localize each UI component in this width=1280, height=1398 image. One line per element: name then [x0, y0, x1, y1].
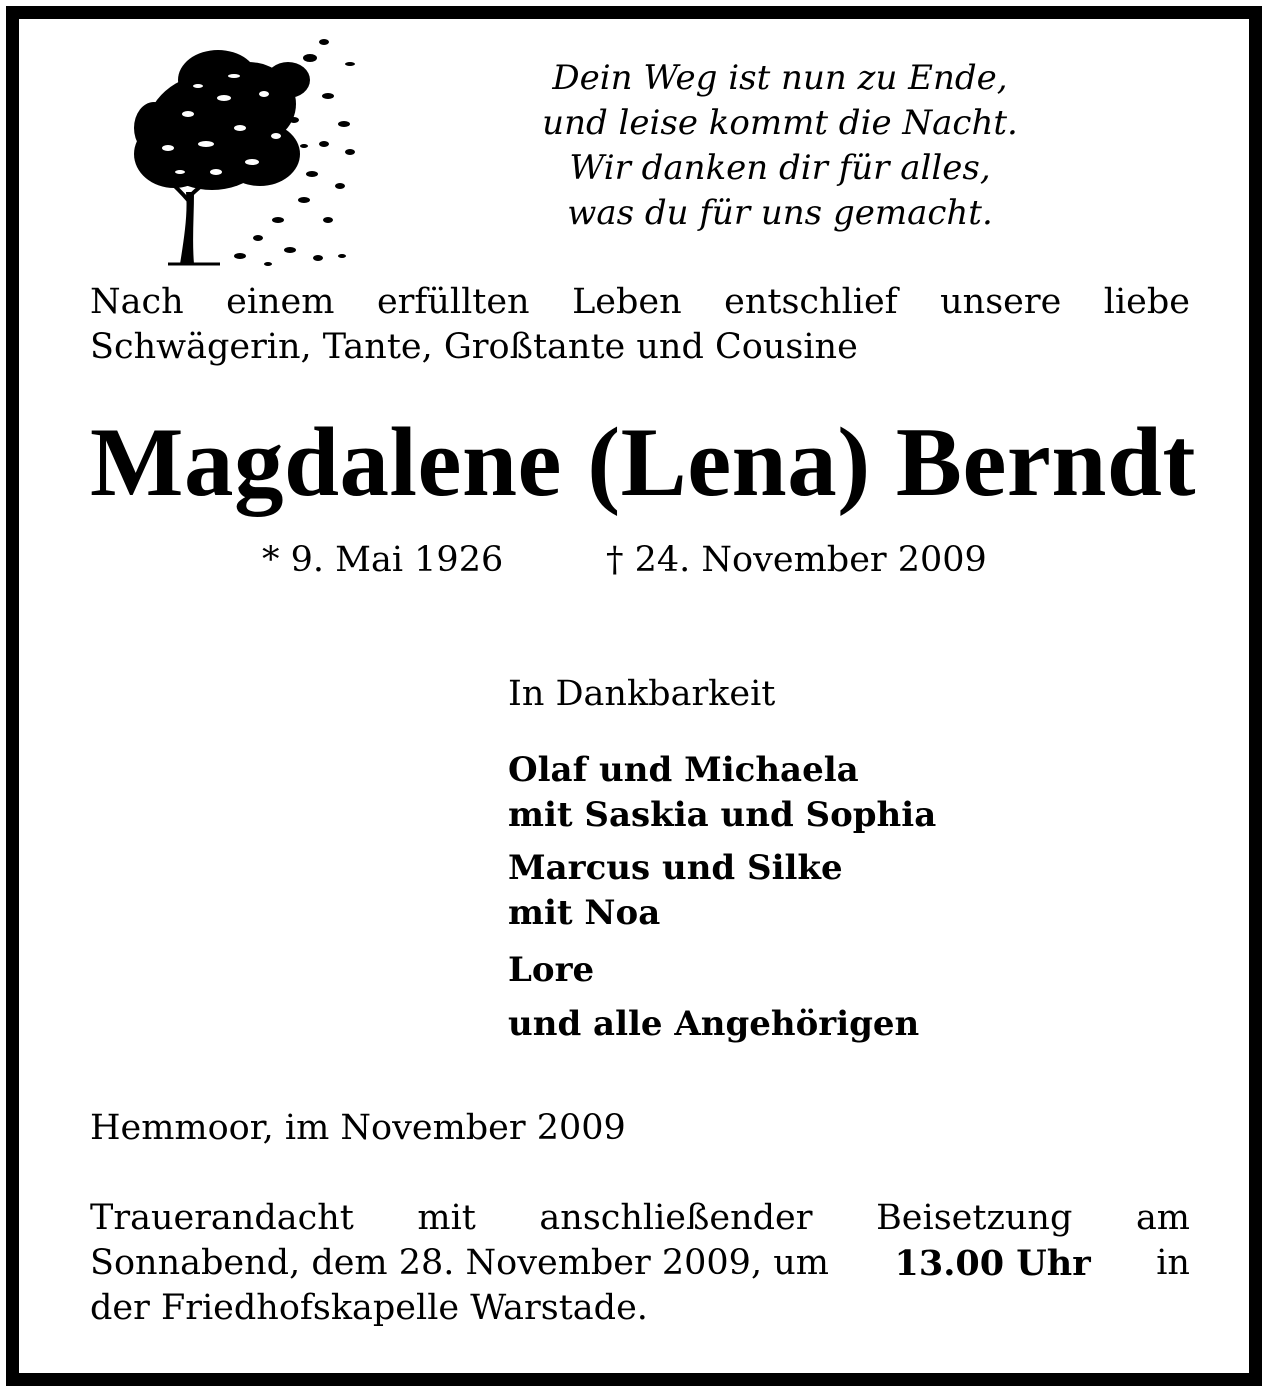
- service-time: 13.00 Uhr: [894, 1243, 1091, 1284]
- intro-word: unsere: [940, 282, 1062, 322]
- service-word: mit: [417, 1198, 476, 1238]
- tree-icon: [128, 24, 364, 272]
- birth-date: * 9. Mai 1926: [262, 540, 504, 580]
- service-word: in: [1156, 1243, 1190, 1283]
- family-line: Lore: [508, 950, 595, 990]
- family-line: Olaf und Michaela: [508, 750, 859, 790]
- service-word: am: [1135, 1198, 1190, 1238]
- family-group-3: [508, 948, 1108, 993]
- poem-line: was du für uns gemacht.: [567, 193, 993, 233]
- service-word: Trauerandacht: [90, 1198, 354, 1238]
- family-group-4: [508, 1002, 1108, 1047]
- poem-line: Wir danken dir für alles,: [569, 148, 991, 188]
- poem: [470, 56, 1090, 236]
- place-date: Hemmoor, im November 2009: [90, 1108, 626, 1148]
- service-line-3: der Friedhofskapelle Warstade.: [90, 1288, 648, 1328]
- service-line-2: [90, 1241, 1190, 1286]
- intro-word: Leben: [572, 282, 682, 322]
- family-line: mit Saskia und Sophia: [508, 795, 937, 835]
- family-group-2: [508, 846, 1108, 936]
- service-word: anschließender: [539, 1198, 813, 1238]
- intro-word: Nach: [90, 282, 184, 322]
- family-line: Marcus und Silke: [508, 848, 843, 888]
- intro-line-2: Schwägerin, Tante, Großtante und Cousine: [90, 327, 858, 367]
- intro-word: liebe: [1103, 282, 1190, 322]
- service-info: [90, 1196, 1190, 1331]
- family-line: und alle Angehörigen: [508, 1004, 920, 1044]
- death-date: † 24. November 2009: [606, 540, 987, 580]
- poem-line: und leise kommt die Nacht.: [542, 103, 1018, 143]
- service-word: Beisetzung: [876, 1198, 1073, 1238]
- intro-word: einem: [226, 282, 335, 322]
- intro-word: erfüllten: [376, 282, 530, 322]
- intro-word: entschlief: [724, 282, 898, 322]
- family-line: mit Noa: [508, 893, 661, 933]
- thanks-heading: In Dankbarkeit: [508, 674, 776, 714]
- deceased-name: Magdalene (Lena) Berndt: [90, 408, 1196, 517]
- service-line-1: [90, 1196, 1190, 1241]
- intro-text: [90, 280, 1190, 370]
- intro-line-1: [90, 280, 1190, 325]
- family-group-1: [508, 748, 1108, 838]
- service-date: Sonnabend, dem 28. November 2009, um: [90, 1243, 829, 1283]
- poem-line: Dein Weg ist nun zu Ende,: [552, 58, 1008, 98]
